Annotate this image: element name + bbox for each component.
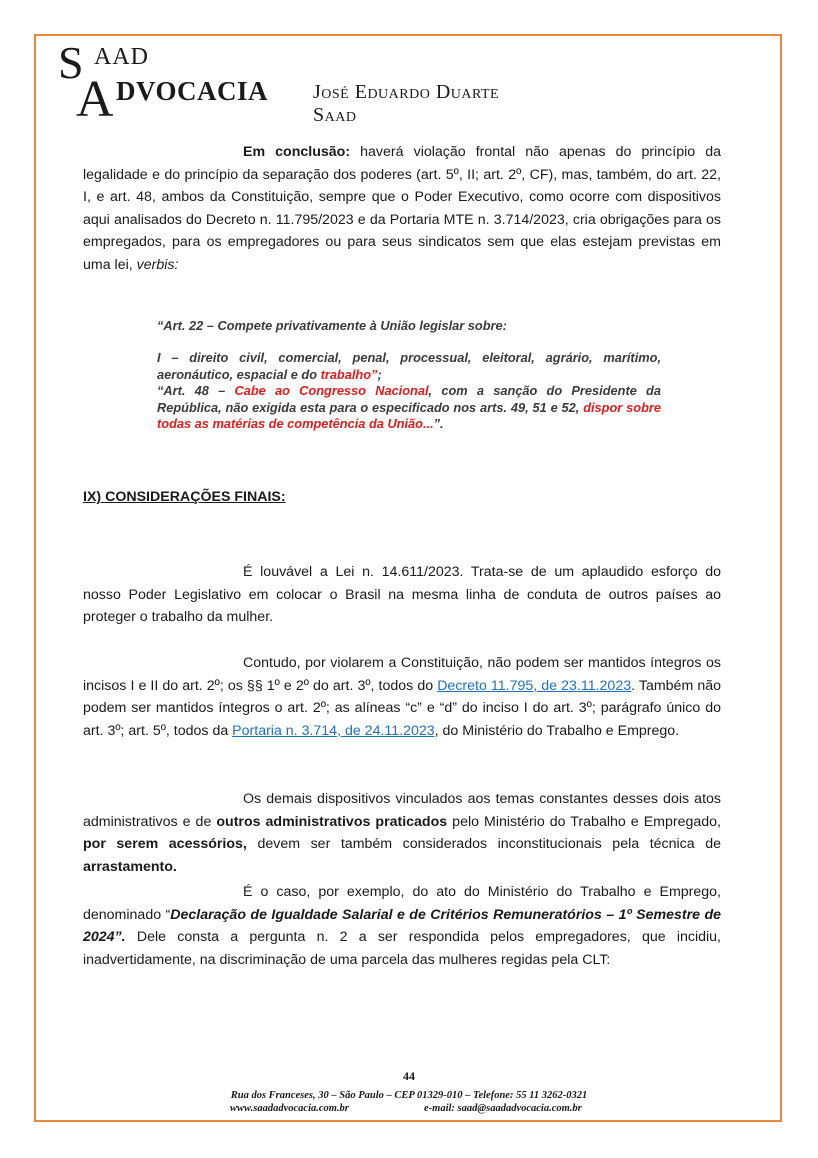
quote-dispor: dispor sobre todas as matérias de competência da União... — [157, 399, 661, 431]
demais-bold-1: outros administrativos praticados — [216, 813, 448, 830]
quote-congresso: Cabe ao Congresso Nacional — [234, 383, 429, 398]
declaracao-title: Declaração de Igualdade Salarial e de Critérios Remuneratórios – 1º Semestre de 2024”. — [83, 906, 722, 945]
paragraph-conclusion — [83, 141, 721, 276]
logo-s-letter: S — [58, 37, 84, 88]
quote-art48-text: , com a sanção do Presidente da República, não exigida esta para o especificado nos arts. 49, 51 e 52, — [157, 383, 661, 415]
conclusion-label: Em conclusão: — [243, 144, 351, 160]
contudo-text-c: , do Ministério do Trabalho e Emprego. — [434, 722, 680, 739]
portaria-link[interactable]: Portaria n. 3.714, de 24.11.2023 — [232, 722, 435, 739]
logo-a-letter: A — [76, 71, 114, 128]
logo-aad: AAD — [94, 44, 149, 70]
demais-text-c: pelo Ministério do Trabalho e Empregado, — [447, 813, 721, 830]
quote-art48-label: “Art. 48 – — [157, 383, 235, 398]
caso-text-a: É o caso, por exemplo, do ato do Ministério do Trabalho e Emprego, denominado “ — [83, 884, 721, 923]
footer-email: e-mail: saad@saadadvocacia.com.br — [424, 1103, 582, 1114]
quote-end: ”. — [433, 416, 444, 431]
page-number: 44 — [403, 1069, 415, 1083]
section-heading: IX) CONSIDERAÇÕES FINAIS: — [83, 489, 286, 505]
contudo-text-a: Contudo, por violarem a Constituição, não podem ser mantidos íntegros os incisos I e II do art. 2º; os §§ 1º e 2º do art. 3º, todos do — [83, 655, 721, 694]
quote-block — [157, 350, 661, 433]
saad-advocacia-logo — [58, 37, 528, 128]
footer-address: Rua dos Franceses, 30 – São Paulo – CEP 01329-010 – Telefone: 55 11 3262-0321 — [230, 1090, 588, 1101]
caso-text-b: Dele consta a pergunta n. 2 a ser respondida pelos empregadores, que incidiu, inadvertidamente, na discriminação de uma parcela das mulheres regidas pela CLT: — [83, 929, 721, 968]
logo-dvocacia: DVOCACIA — [116, 76, 268, 106]
demais-bold-3: arrastamento. — [83, 858, 177, 875]
decreto-link[interactable]: Decreto 11.795, de 23.11.2023 — [437, 677, 632, 694]
footer-website: www.saadadvocacia.com.br — [230, 1103, 349, 1114]
verbis-text: verbis: — [136, 256, 179, 273]
paragraph-lei: É louvável a Lei n. 14.611/2023. Trata-se de um aplaudido esforço do nosso Poder Legislativo em colocar o Brasil na mesma linha de conduta de outros países ao proteger o trabalho da mulher. — [83, 564, 721, 625]
demais-text-a: Os demais dispositivos vinculados aos temas constantes desses dois atos administrativos e de — [83, 791, 721, 830]
quote-art22-title: “Art. 22 – Compete privativamente à União legislar sobre: — [157, 318, 507, 333]
quote-inciso-text: I – direito civil, comercial, penal, processual, eleitoral, agrário, marítimo, aeronáutico, espacial e do — [157, 350, 661, 382]
demais-text-d: devem ser também considerados inconstitucionais pela técnica de — [246, 836, 721, 852]
conclusion-text: haverá violação frontal não apenas do princípio da legalidade e do princípio da separação dos poderes (art. 5º, II; art. 2º, CF), mas, também, do art. 22, I, e art. 48, ambos da Constituição, sempre que o Poder Executivo, como ocorre com dispositivos aqui analisados do Decreto n. 11.795/2023 e da Portaria MTE n. 3.714/2023, cria obrigações para os empregados, para os empregadores ou para seus sindicatos sem que elas estejam previstas em uma lei, — [83, 144, 721, 273]
quote-semicolon: ; — [377, 366, 382, 382]
quote-trabalho: trabalho” — [320, 366, 378, 382]
demais-bold-2: por serem acessórios, — [83, 836, 247, 852]
contudo-text-b: . Também não podem ser mantidos íntegros o art. 2º; as alíneas “c” e “d” do inciso I do art. 3º; parágrafo único do art. 3º; art. 5º, todos da — [83, 677, 722, 739]
paragraph-contudo — [83, 652, 721, 742]
paragraph-caso — [83, 881, 721, 971]
paragraph-demais — [83, 788, 721, 878]
lawyer-name: José Eduardo Duarte Saad — [313, 81, 500, 126]
